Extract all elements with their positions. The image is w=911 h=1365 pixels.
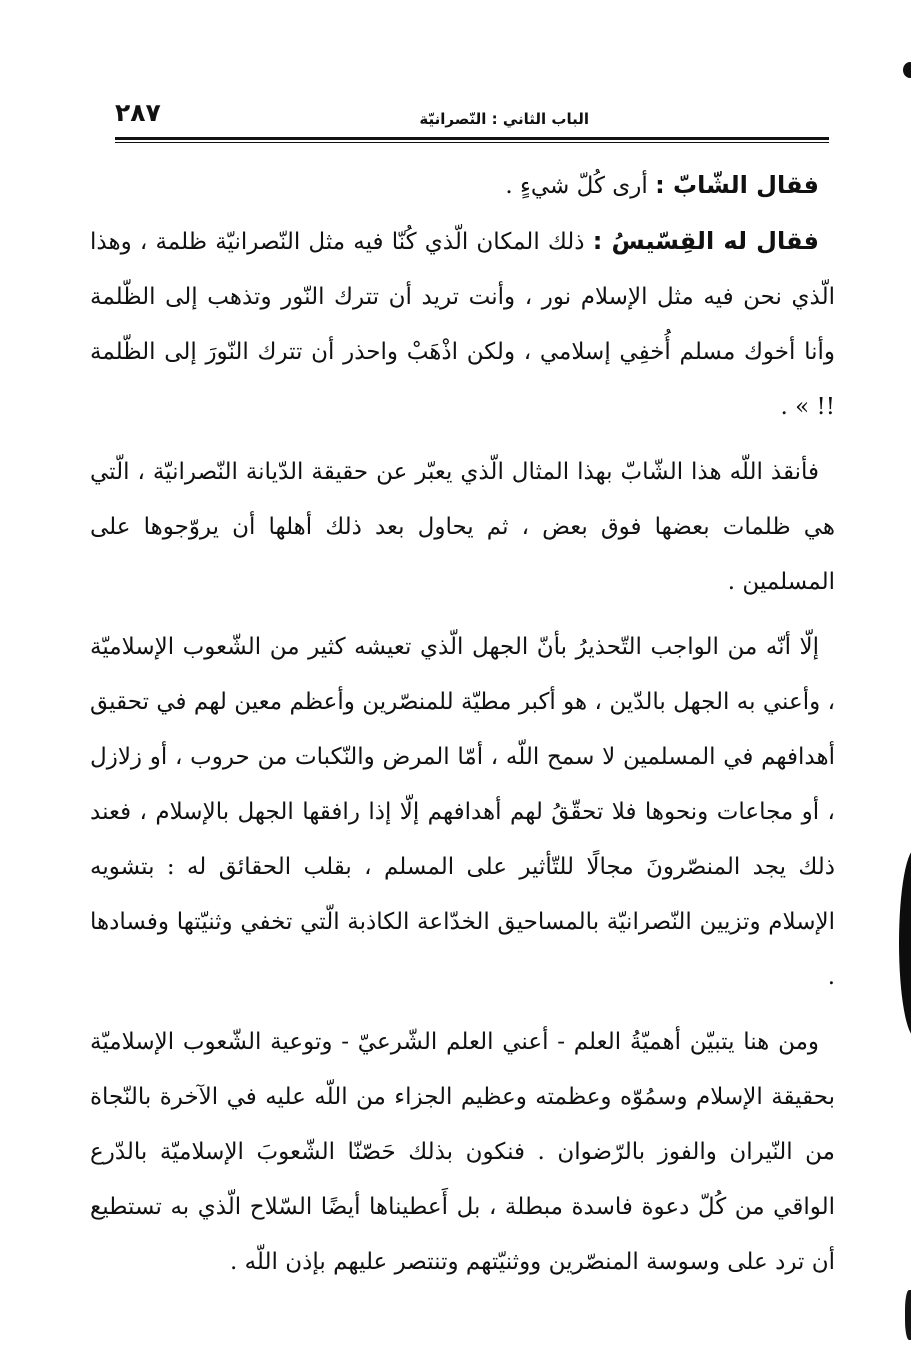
page-number: ٢٨٧ — [115, 98, 161, 127]
header-rule-thin — [115, 142, 829, 143]
paragraph-text: أرى كُلّ شيءٍ . — [505, 173, 656, 199]
body-text — [90, 158, 835, 1300]
scan-artifact — [903, 62, 911, 78]
paragraph-text: إلّا أنّه من الواجب التّحذيرُ بأنّ الجهل الّذي تعيشه كثير من الشّعوب الإسلاميّة ، وأعني به الجهل بالدّين ، هو أكبر مطيّة للمنصّرين وأعظم معين لهم في تحقيق أهدافهم في المسلمين لا سمح اللّه ، أمّا المرض والنّكبات من حروب ، أو زلازل ، أو مجاعات ونحوها فلا تحقّقُ لهم أهدافهم إلّا إذا رافقها الجهل بالإسلام ، فعند ذلك يجد المنصّرونَ مجالًا للتّأثير على المسلم ، بقلب الحقائق له : بتشويه الإسلام وتزيين النّصرانيّة بالمساحيق الخدّاعة الكاذبة الّتي تخفي وثنيّتها وفسادها . — [90, 634, 835, 990]
chapter-title: الباب الثاني : النّصرانيّة — [419, 110, 589, 128]
scan-artifact — [905, 1290, 911, 1340]
paragraph-text: ذلك المكان الّذي كُنّا فيه مثل النّصرانيّة ظلمة ، وهذا الّذي نحن فيه مثل الإسلام نور ، وأنت تريد أن تترك النّور وتذهب إلى الظّلمة وأنا أخوك مسلم أُخفِي إسلامي ، ولكن اذْهَبْ واحذر أن تترك النّورَ إلى الظّلمة !! » . — [90, 229, 835, 420]
paragraph — [90, 620, 835, 1005]
paragraph — [90, 445, 835, 610]
paragraph — [90, 214, 835, 435]
speaker-label: فقال الشّابّ : — [655, 171, 819, 199]
speaker-label: فقال له القِسّيسُ : — [592, 227, 820, 255]
paragraph — [90, 1015, 835, 1290]
paragraph-text: فأنقذ اللّه هذا الشّابّ بهذا المثال الّذي يعبّر عن حقيقة الدّيانة النّصرانيّة ، الّتي هي ظلمات بعضها فوق بعض ، ثم يحاول بعد ذلك أهلها أن يروّجوها على المسلمين . — [90, 459, 835, 595]
paragraph-text: ومن هنا يتبيّن أهميّةُ العلم - أعني العلم الشّرعيّ - وتوعية الشّعوب الإسلاميّة بحقيقة الإسلام وسمُوّه وعظمته وعظيم الجزاء من اللّه عليه في الآخرة بالنّجاة من النّيران والفوز بالرّضوان . فنكون بذلك حَصّنّا الشّعوبَ الإسلاميّة بالدّرع الواقي من كُلّ دعوة فاسدة مبطلة ، بل أَعطيناها أيضًا السّلاح الّذي به تستطيع أن ترد على وسوسة المنصّرين ووثنيّتهم وتنتصر عليهم بإذن اللّه . — [90, 1029, 835, 1275]
running-header — [115, 96, 829, 136]
paragraph — [90, 158, 835, 214]
scan-artifact — [899, 848, 911, 1038]
header-rule — [115, 137, 829, 140]
